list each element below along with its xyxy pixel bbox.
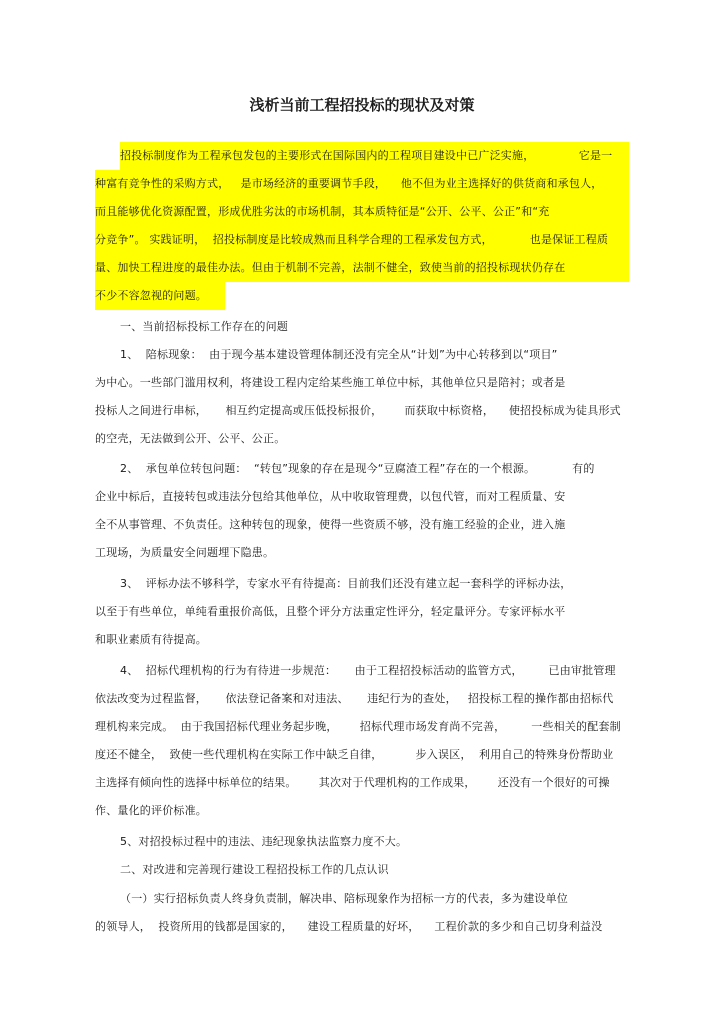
body-line: 工现场，为质量安全问题埋下隐患。	[95, 546, 275, 559]
body-line: 作、量化的评价标准。	[95, 804, 207, 817]
body-line: 一、当前招标投标工作存在的问题	[120, 320, 288, 333]
body-line: 种富有竞争性的采购方式， 是市场经济的重要调节手段， 他不但为业主选择好的供货商和承包人，	[95, 170, 629, 198]
body-line: 理机构来完成。 由于我国招标代理业务起步晚， 招标代理市场发育尚不完善， 一些相关的配套制	[95, 720, 621, 733]
body-line: 企业中标后，直接转包或违法分包给其他单位，从中收取管理费，以包代管，而对工程质量、安	[95, 490, 566, 503]
body-line: 全不从事管理、不负责任。这种转包的现象，使得一些资质不够，没有施工经验的企业，进入施	[95, 518, 566, 531]
body-line: 依法改变为过程监督， 依法登记备案和对违法、 违纪行为的查处， 招投标工程的操作都由招标代	[95, 692, 614, 705]
body-line: 招投标制度作为工程承包发包的主要形式在国际国内的工程项目建设中已广泛实施， 它是一	[120, 142, 629, 170]
body-line: 2、 承包单位转包问题： “转包”现象的存在是现今“豆腐渣工程”存在的一个根源。 有的	[120, 462, 595, 475]
body-line: 5、对招投标过程中的违法、违纪现象执法监察力度不大。	[120, 835, 408, 848]
body-line: 3、 评标办法不够科学，专家水平有待提高：目前我们还没有建立起一套科学的评标办法，	[120, 577, 572, 590]
body-line: 分竞争”。 实践证明， 招投标制度是比较成熟而且科学合理的工程承发包方式， 也是保证工程质	[95, 226, 629, 254]
body-line: 量、加快工程进度的最佳办法。但由于机制不完善，法制不健全，致使当前的招投标现状仍存在	[95, 254, 629, 282]
body-line: 为中心。一些部门滥用权利，将建设工程内定给某些施工单位中标，其他单位只是陪衬；或者是	[95, 376, 566, 389]
body-line: 二、对改进和完善现行建设工程招投标工作的几点认识	[120, 863, 389, 876]
page-title: 浅析当前工程招投标的现状及对策	[249, 96, 475, 114]
body-line: 4、 招标代理机构的行为有待进一步规范： 由于工程招投标活动的监管方式， 已由审批管理	[120, 664, 616, 677]
body-line: 不少不容忽视的问题。	[95, 282, 225, 310]
body-line: 而且能够优化资源配置，形成优胜劣汰的市场机制，其本质特征是“公开、公平、公正”和“充	[95, 198, 629, 226]
body-line: 投标人之间进行串标， 相互约定提高或压低投标报价， 而获取中标资格， 使招投标成为徒具形式	[95, 404, 621, 417]
body-line: 的空壳，无法做到公开、公平、公正。	[95, 432, 286, 445]
body-line: 以至于有些单位，单纯看重报价高低，且整个评分方法重定性评分，轻定量评分。专家评标水平	[95, 605, 566, 618]
body-line: 主选择有倾向性的选择中标单位的结果。 其次对于代理机构的工作成果， 还没有一个很好的可操	[95, 776, 610, 789]
body-line: 度还不健全， 致使一些代理机构在实际工作中缺乏自律， 步入误区， 利用自己的特殊身份帮助业	[95, 748, 614, 761]
body-line: 和职业素质有待提高。	[95, 633, 207, 646]
body-line: 的领导人， 投资所用的钱都是国家的， 建设工程质量的好坏， 工程价款的多少和自己切身利益没	[95, 920, 603, 933]
body-line: 1、 陪标现象： 由于现今基本建设管理体制还没有完全从“计划”为中心转移到以“项目”	[120, 348, 558, 361]
body-line: （一）实行招标负责人终身负责制，解决串、陪标现象作为招标一方的代表，多为建设单位	[120, 892, 568, 905]
